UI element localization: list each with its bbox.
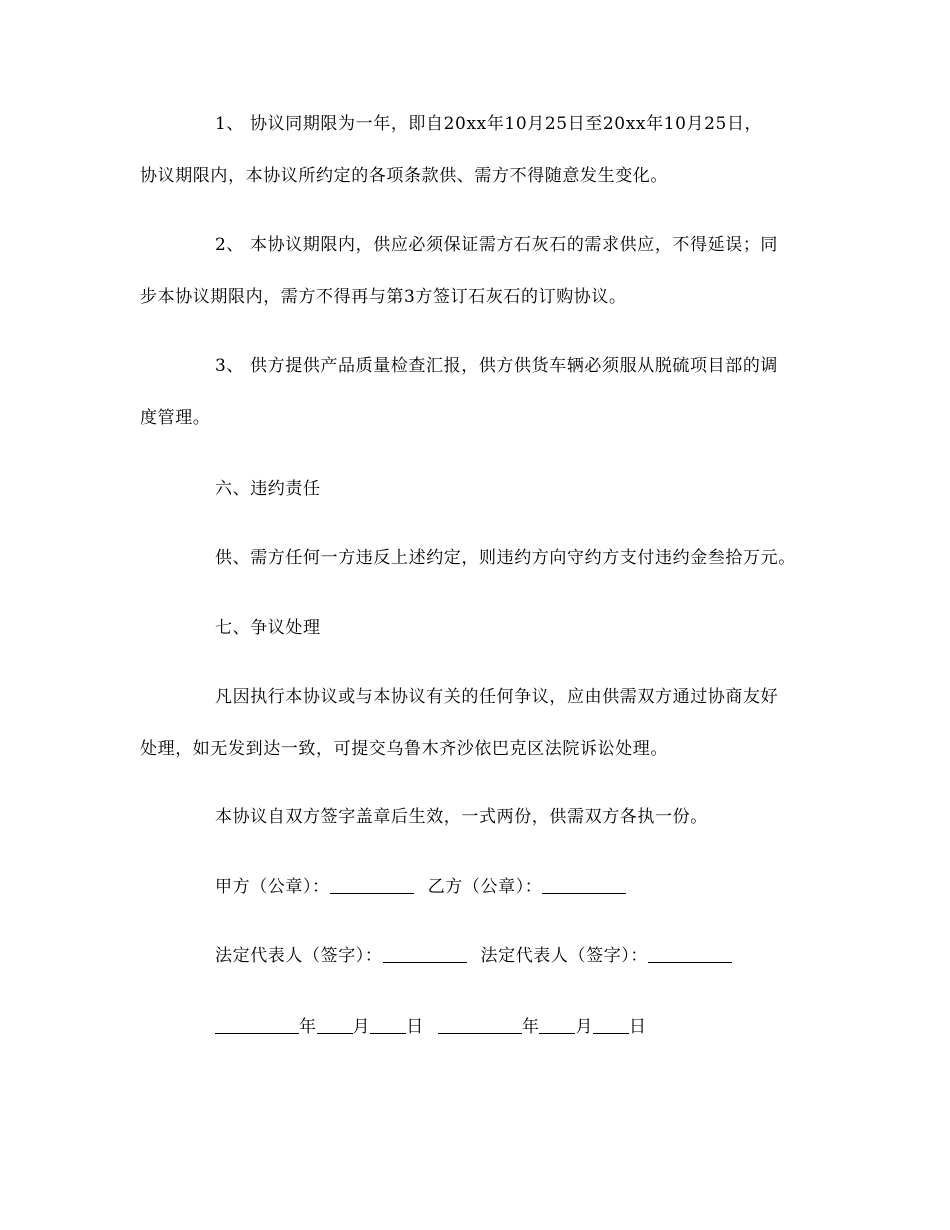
rep-b-label: 法定代表人（签字）： bbox=[480, 946, 648, 966]
signature-date-row bbox=[215, 1016, 647, 1038]
date-b-year-blank[interactable] bbox=[438, 1017, 522, 1034]
date-a-month-blank[interactable] bbox=[317, 1017, 353, 1034]
date-b-day-blank[interactable] bbox=[593, 1017, 629, 1034]
party-b-seal-blank[interactable] bbox=[542, 877, 626, 894]
rep-a-label: 法定代表人（签字）： bbox=[215, 946, 383, 966]
date-b-year-label: 年 bbox=[521, 1017, 540, 1037]
clause-2-line-1: 2、 本协议期限内，供应必须保证需方石灰石的需求供应，不得延误；同 bbox=[215, 235, 779, 255]
breach-text: 供、需方任何一方违反上述约定，则违约方向守约方支付违约金叁拾万元。 bbox=[215, 548, 796, 568]
signature-rep-row bbox=[215, 945, 732, 967]
rep-a-sign-blank[interactable] bbox=[383, 946, 467, 963]
clause-1-line-1: 1、 协议同期限为一年，即自20xx年10月25日至20xx年10月25日， bbox=[215, 114, 763, 134]
date-a-year-blank[interactable] bbox=[215, 1017, 299, 1034]
date-b-month-blank[interactable] bbox=[539, 1017, 575, 1034]
date-a-month-label: 月 bbox=[352, 1017, 371, 1037]
signature-seal-row bbox=[215, 876, 626, 898]
date-a-day-blank[interactable] bbox=[370, 1017, 406, 1034]
breach-heading: 六、违约责任 bbox=[215, 479, 321, 499]
date-b-month-label: 月 bbox=[575, 1017, 594, 1037]
date-a-year-label: 年 bbox=[299, 1017, 317, 1037]
clause-2-line-2: 步本协议期限内，需方不得再与第3方签订石灰石的订购协议。 bbox=[140, 287, 627, 307]
effect-text: 本协议自双方签字盖章后生效，一式两份，供需双方各执一份。 bbox=[215, 807, 708, 827]
rep-b-sign-blank[interactable] bbox=[648, 946, 732, 963]
date-a-day-label: 日 bbox=[406, 1017, 424, 1037]
party-a-seal-blank[interactable] bbox=[330, 877, 414, 894]
clause-1-line-2: 协议期限内，本协议所约定的各项条款供、需方不得随意发生变化。 bbox=[140, 166, 668, 186]
dispute-line-1: 凡因执行本协议或与本协议有关的任何争议，应由供需双方通过协商友好 bbox=[215, 687, 779, 707]
dispute-line-2: 处理，如无发到达一致，可提交乌鲁木齐沙依巴克区法院诉讼处理。 bbox=[140, 739, 668, 759]
date-b-day-label: 日 bbox=[629, 1017, 647, 1037]
party-a-label: 甲方（公章）： bbox=[215, 877, 330, 897]
dispute-heading: 七、争议处理 bbox=[215, 618, 321, 638]
clause-3-line-2: 度管理。 bbox=[140, 408, 211, 428]
clause-3-line-1: 3、 供方提供产品质量检查汇报，供方供货车辆必须服从脱硫项目部的调 bbox=[215, 356, 779, 376]
party-b-label: 乙方（公章）： bbox=[427, 877, 543, 897]
